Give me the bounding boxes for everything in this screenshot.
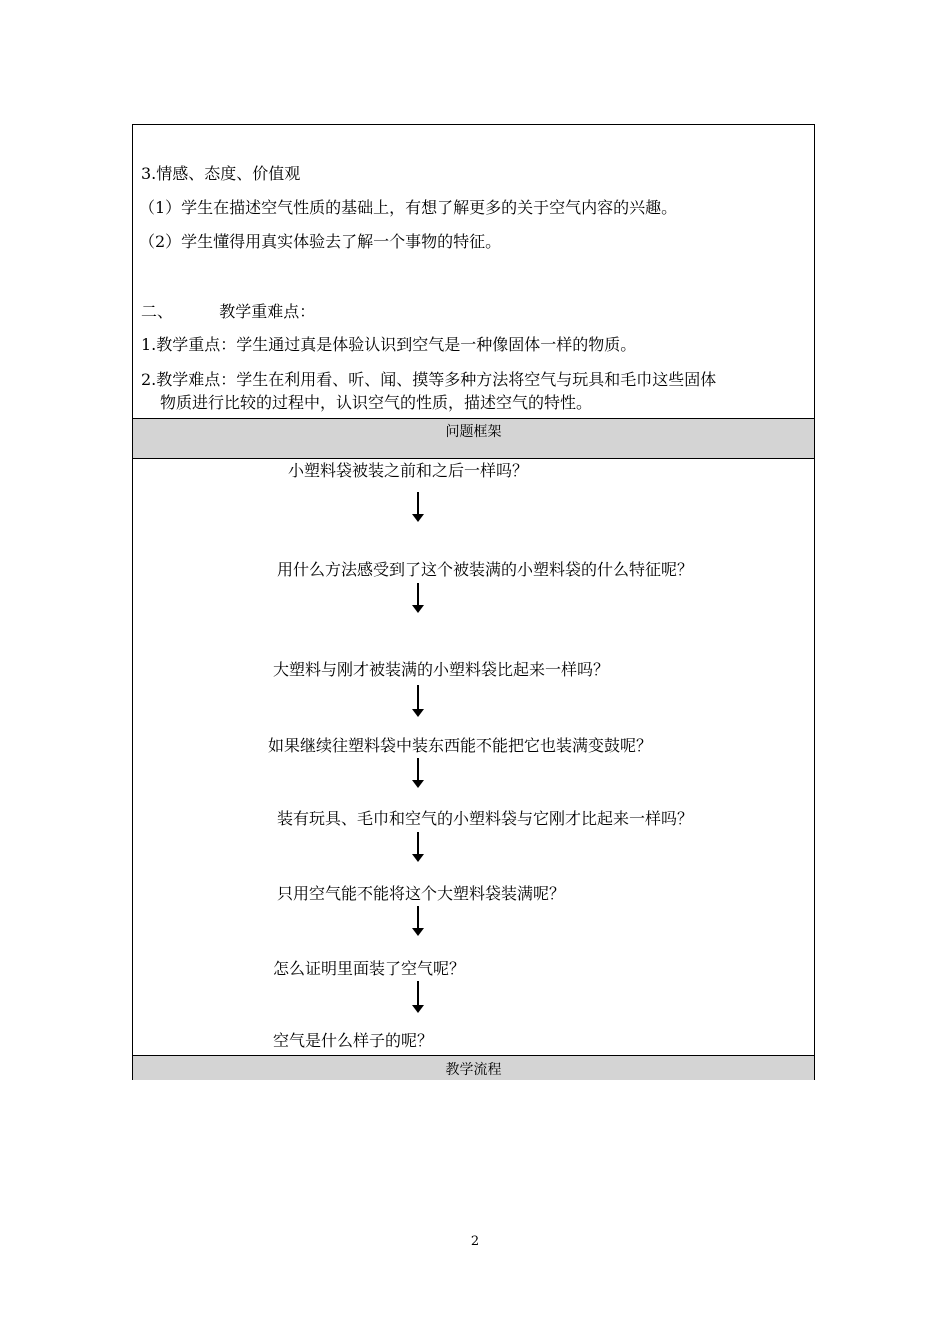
question-5: 装有玩具、毛巾和空气的小塑料袋与它刚才比起来一样吗？: [277, 809, 694, 828]
attitude-item-2: （2）学生懂得用真实体验去了解一个事物的特征。: [139, 232, 502, 251]
process-title: 教学流程: [445, 1062, 502, 1078]
question-4: 如果继续往塑料袋中装东西能不能把它也装满变鼓呢？: [268, 736, 653, 755]
objectives-section: [133, 125, 814, 418]
arrow-down-icon: [412, 981, 424, 1013]
framework-header: [133, 418, 814, 459]
process-header: [133, 1055, 814, 1080]
question-1: 小塑料袋被装之前和之后一样吗？: [288, 461, 529, 480]
question-6: 只用空气能不能将这个大塑料袋装满呢？: [277, 884, 566, 903]
section-two-number: 二、: [141, 302, 174, 321]
key-point: 1.教学重点：学生通过真是体验认识到空气是一种像固体一样的物质。: [141, 335, 637, 354]
question-3: 大塑料与刚才被装满的小塑料袋比起来一样吗？: [273, 660, 610, 679]
section-two-title: 教学重难点：: [219, 302, 316, 321]
section-two-heading: [141, 302, 315, 322]
arrow-down-icon: [412, 906, 424, 936]
arrow-down-icon: [412, 758, 424, 788]
arrow-down-icon: [412, 492, 424, 522]
lesson-plan-table: [132, 124, 815, 1080]
attitudes-heading: 3.情感、态度、价值观: [141, 164, 301, 183]
arrow-down-icon: [412, 685, 424, 717]
framework-title: 问题框架: [445, 424, 502, 440]
question-7: 怎么证明里面装了空气呢？: [273, 959, 466, 978]
arrow-down-icon: [412, 832, 424, 862]
arrow-down-icon: [412, 583, 424, 613]
question-2: 用什么方法感受到了这个被装满的小塑料袋的什么特征呢？: [277, 560, 694, 579]
attitude-item-1: （1）学生在描述空气性质的基础上，有想了解更多的关于空气内容的兴趣。: [139, 198, 678, 217]
difficulty-line-2: 物质进行比较的过程中，认识空气的性质，描述空气的特性。: [160, 393, 593, 412]
difficulty-line-1: 2.教学难点：学生在利用看、听、闻、摸等多种方法将空气与玩具和毛巾这些固体: [141, 370, 717, 389]
question-8: 空气是什么样子的呢？: [273, 1031, 434, 1050]
page-number: 2: [470, 1234, 480, 1249]
